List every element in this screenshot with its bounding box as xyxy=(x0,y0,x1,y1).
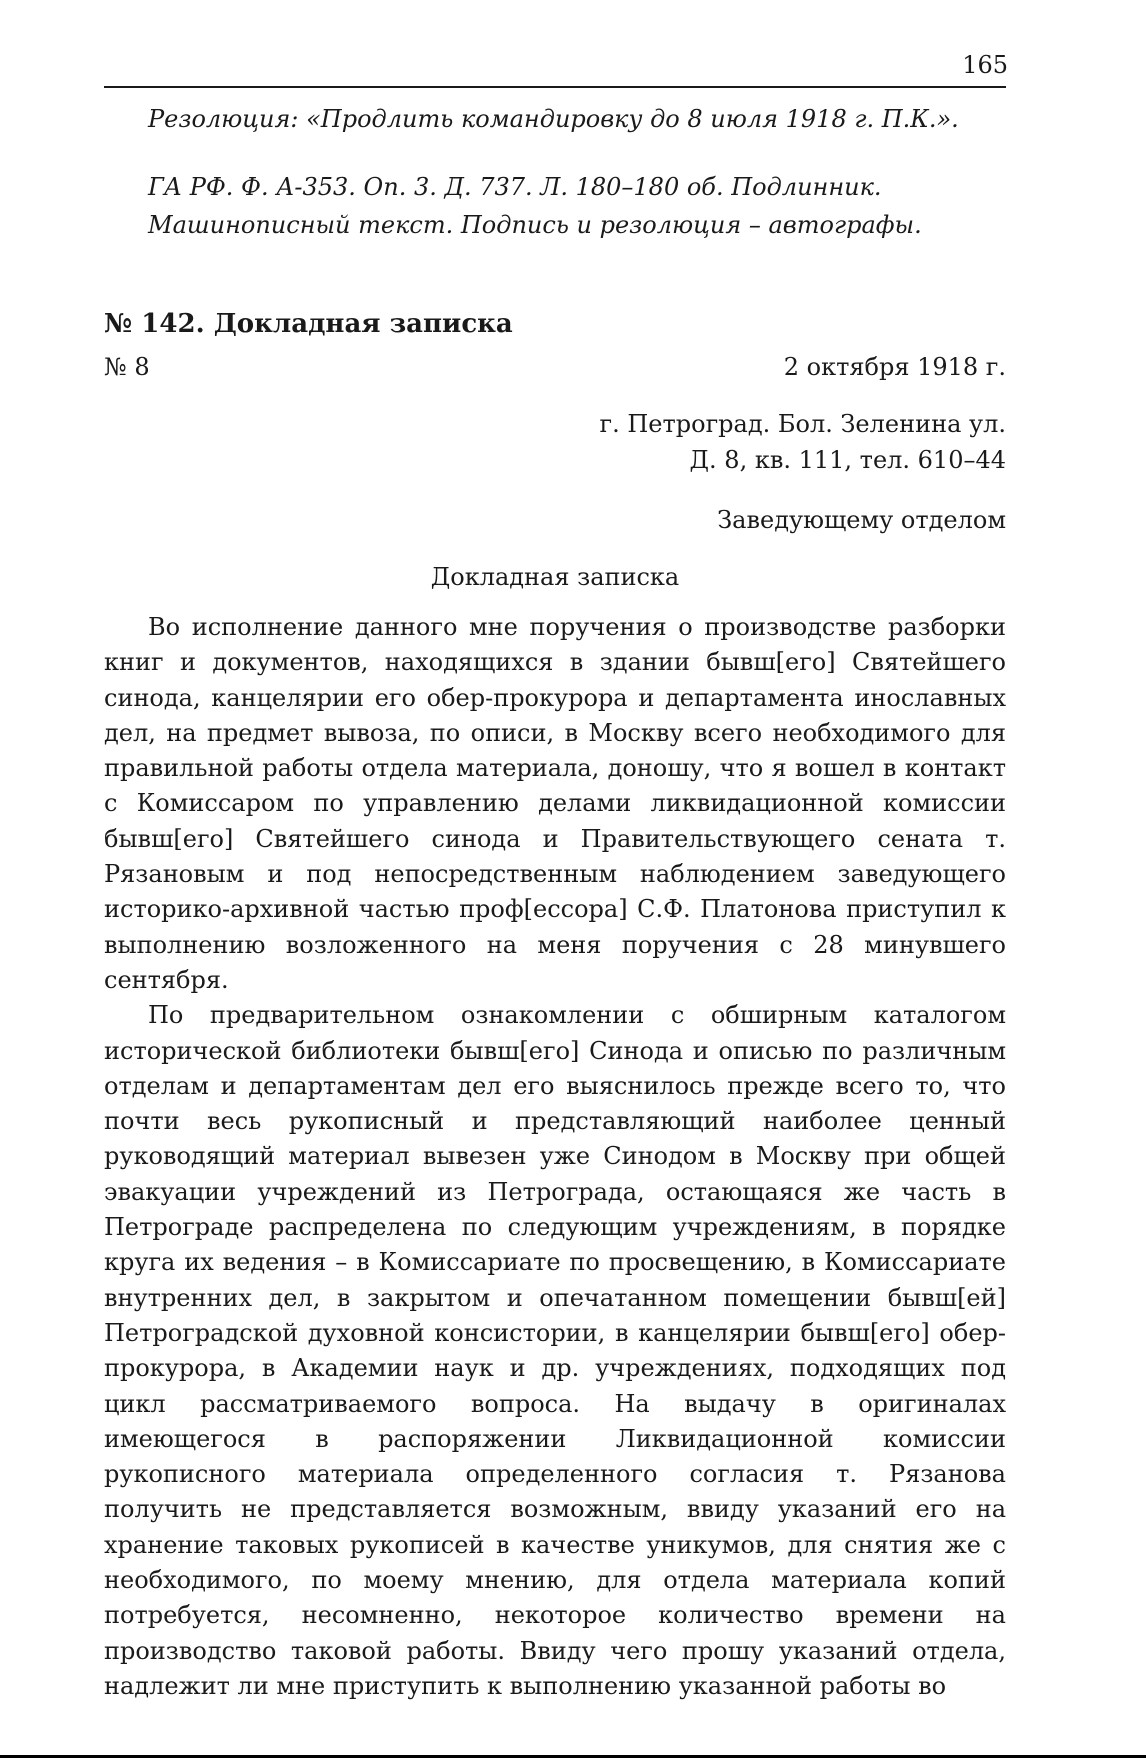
document-heading: № 142. Докладная записка xyxy=(104,309,513,339)
paragraph-1: Во исполнение данного мне поручения о производстве разборки книг и документов, находящихся в здании бывш[его] Святейшего синода, канцелярии его обер-прокурора и департамента инославных дел, на предмет вывоза, по описи, в Москву всего необходимого для правильной работы отдела материала, доношу, что я вошел в контакт с Комиссаром по управлению делами ликвидационной комиссии бывш[его] Святейшего синода и Правительствующего сената т. Рязановым и под непосредственным наблюдением заведующего историко-архивной частью проф[ессора] С.Ф. Платонова приступил к выполнению возложенного на меня поручения с 28 минувшего сентября. xyxy=(104,613,1006,994)
page-content xyxy=(104,100,1006,1704)
document-date: 2 октября 1918 г. xyxy=(783,353,1006,381)
paragraph-2: По предварительном ознакомлении с обширным каталогом исторической библиотеки бывш[его] Синода и описью по различным отделам и департаментам дел его выяснилось прежде всего то, что почти весь рукописный и представляющий наиболее ценный руководящий материал вывезен уже Синодом в Москву при общей эвакуации учреждений из Петрограда, остающаяся же часть в Петрограде распределена по следующим учреждениям, в порядке круга их ведения – в Комиссариате по просвещению, в Комиссариате внутренних дел, в закрытом и опечатанном помещении бывш[ей] Петроградской духовной консистории, в канцелярии бывш[его] обер-прокурора, в Академии наук и др. учреждениях, подходящих под цикл рассматриваемого вопроса. На выдачу в оригиналах имеющегося в распоряжении Ликвидационной комиссии рукописного материала определенного согласия т. Рязанова получить не представляется возможным, ввиду указаний его на хранение таковых рукописей в качестве уникумов, для снятия же с необходимого, по моему мнению, для отдела материала копий потребуется, несомненно, некоторое количество времени на производство таковой работы. Ввиду чего прошу указаний отдела, надлежит ли мне приступить к выполнению указанной работы во xyxy=(104,1001,1006,1700)
source-notes xyxy=(104,100,1006,244)
header-rule xyxy=(104,86,1006,88)
document-body xyxy=(104,610,1006,1704)
document-meta xyxy=(104,348,1006,386)
address-line-2: Д. 8, кв. 111, тел. 610–44 xyxy=(689,446,1006,474)
document-title: Докладная записка xyxy=(430,563,680,591)
archive-line-1: ГА РФ. Ф. А-353. Оп. 3. Д. 737. Л. 180–180 об. Подлинник. xyxy=(148,173,882,201)
sender-address xyxy=(104,406,1006,478)
page-number: 165 xyxy=(962,51,1008,79)
resolution-note: Резолюция: «Продлить командировку до 8 июля 1918 г. П.К.». xyxy=(148,105,959,133)
addressee: Заведующему отделом xyxy=(717,506,1006,534)
archive-line-2: Машинописный текст. Подпись и резолюция – автографы. xyxy=(148,211,922,239)
document-number: № 8 xyxy=(104,353,150,381)
archive-reference xyxy=(104,168,1006,244)
address-line-1: г. Петроград. Бол. Зеленина ул. xyxy=(599,410,1006,438)
